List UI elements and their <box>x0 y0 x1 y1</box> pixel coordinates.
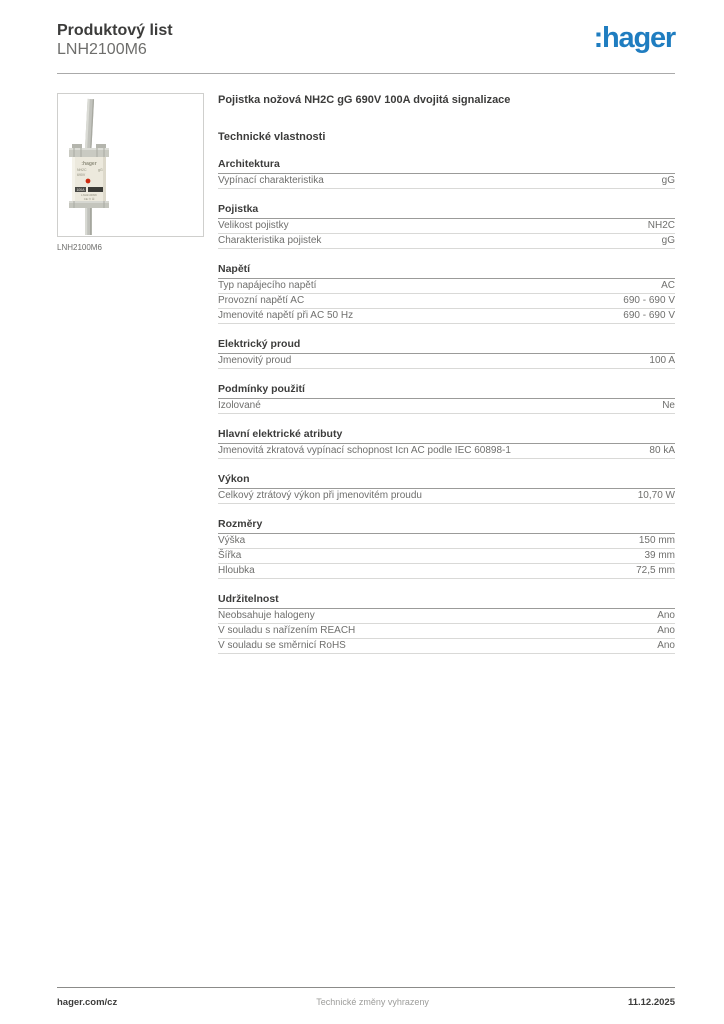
product-image-frame <box>57 93 204 237</box>
spec-section-rows <box>218 354 675 369</box>
spec-label: Šířka <box>218 550 242 561</box>
spec-row <box>218 534 675 549</box>
spec-section <box>218 474 675 504</box>
spec-label: V souladu s nařízením REACH <box>218 625 356 636</box>
spec-label: Jmenovité napětí při AC 50 Hz <box>218 310 354 321</box>
spec-value: 72,5 mm <box>636 565 675 576</box>
product-description: Pojistka nožová NH2C gG 690V 100A dvojitá signalizace <box>218 94 511 106</box>
svg-text:LNH2100M6: LNH2100M6 <box>81 193 97 197</box>
footer-disclaimer: Technické změny vyhrazeny <box>316 997 429 1007</box>
spec-value: Ne <box>662 400 675 411</box>
spec-row <box>218 219 675 234</box>
spec-row <box>218 234 675 249</box>
spec-section-rows <box>218 219 675 249</box>
spec-label: Provozní napětí AC <box>218 295 305 306</box>
spec-value: 100 A <box>649 355 675 366</box>
spec-value: 80 kA <box>649 445 675 456</box>
svg-text::hager: :hager <box>81 161 97 167</box>
page-title: Produktový list <box>57 22 173 39</box>
spec-section-heading: Výkon <box>218 474 675 489</box>
spec-sections <box>218 159 675 654</box>
spec-section-rows <box>218 399 675 414</box>
header-text-block <box>57 21 173 59</box>
spec-value: 10,70 W <box>637 490 675 501</box>
spec-value: gG <box>661 175 675 186</box>
svg-text:NH2C: NH2C <box>77 168 87 172</box>
footer-date: 11.12.2025 <box>627 997 675 1008</box>
spec-section <box>218 384 675 414</box>
spec-value: Ano <box>657 610 675 621</box>
product-image-column <box>57 93 205 252</box>
spec-label: Velikost pojistky <box>218 220 289 231</box>
spec-label: Vypínací charakteristika <box>218 175 324 186</box>
spec-value: gG <box>661 235 675 246</box>
spec-label: Neobsahuje halogeny <box>218 610 315 621</box>
spec-row <box>218 354 675 369</box>
header <box>57 0 675 59</box>
spec-label: V souladu se směrnicí RoHS <box>218 640 346 651</box>
spec-section-rows <box>218 489 675 504</box>
hager-logo: :hager <box>593 22 675 54</box>
svg-text:CE ⏻ ▣: CE ⏻ ▣ <box>83 197 95 201</box>
header-divider <box>57 73 675 74</box>
spec-row <box>218 564 675 579</box>
spec-label: Hloubka <box>218 565 255 576</box>
spec-row <box>218 624 675 639</box>
spec-value: Ano <box>657 625 675 636</box>
spec-section <box>218 159 675 189</box>
spec-section <box>218 204 675 249</box>
spec-row <box>218 639 675 654</box>
spec-label: Jmenovitá zkratová vypínací schopnost Icn AC podle IEC 60898-1 <box>218 445 511 456</box>
spec-section-rows <box>218 174 675 189</box>
spec-value: 150 mm <box>638 535 675 546</box>
spec-label: Izolované <box>218 400 261 411</box>
spec-label: Výška <box>218 535 246 546</box>
footer <box>57 987 675 1008</box>
spec-section-heading: Pojistka <box>218 204 675 219</box>
spec-label: Typ napájecího napětí <box>218 280 317 291</box>
spec-value: AC <box>661 280 675 291</box>
spec-section <box>218 519 675 579</box>
spec-row <box>218 549 675 564</box>
spec-section <box>218 339 675 369</box>
spec-section <box>218 264 675 324</box>
product-image-caption: LNH2100M6 <box>57 243 102 252</box>
spec-row <box>218 174 675 189</box>
spec-row <box>218 279 675 294</box>
spec-section-heading: Napětí <box>218 264 675 279</box>
fuse-illustration-icon <box>58 94 203 236</box>
product-reference: LNH2100M6 <box>57 41 147 58</box>
spec-row <box>218 294 675 309</box>
spec-row <box>218 309 675 324</box>
spec-section-rows <box>218 444 675 459</box>
spec-section-rows <box>218 609 675 654</box>
spec-value: Ano <box>657 640 675 651</box>
spec-section-rows <box>218 279 675 324</box>
spec-value: 690 - 690 V <box>623 295 675 306</box>
spec-section <box>218 594 675 654</box>
content-area <box>57 93 675 654</box>
svg-text:690V: 690V <box>77 173 86 177</box>
svg-text:100A: 100A <box>76 188 85 192</box>
spec-section <box>218 429 675 459</box>
footer-website-link[interactable]: hager.com/cz <box>57 997 118 1008</box>
spec-row <box>218 399 675 414</box>
product-datasheet-page <box>57 0 675 1024</box>
spec-value: 39 mm <box>644 550 675 561</box>
spec-row <box>218 444 675 459</box>
spec-row <box>218 489 675 504</box>
specs-column <box>218 93 675 654</box>
spec-label: Charakteristika pojistek <box>218 235 322 246</box>
spec-section-heading: Elektrický proud <box>218 339 675 354</box>
spec-section-heading: Udržitelnost <box>218 594 675 609</box>
spec-section-heading: Podmínky použití <box>218 384 675 399</box>
spec-section-rows <box>218 534 675 579</box>
spec-label: Celkový ztrátový výkon při jmenovitém proudu <box>218 490 422 501</box>
spec-value: NH2C <box>647 220 675 231</box>
spec-row <box>218 609 675 624</box>
spec-label: Jmenovitý proud <box>218 355 292 366</box>
specs-title: Technické vlastnosti <box>218 131 326 143</box>
spec-section-heading: Architektura <box>218 159 675 174</box>
spec-section-heading: Hlavní elektrické atributy <box>218 429 675 444</box>
spec-section-heading: Rozměry <box>218 519 675 534</box>
spec-value: 690 - 690 V <box>623 310 675 321</box>
svg-text:gG: gG <box>98 168 103 172</box>
